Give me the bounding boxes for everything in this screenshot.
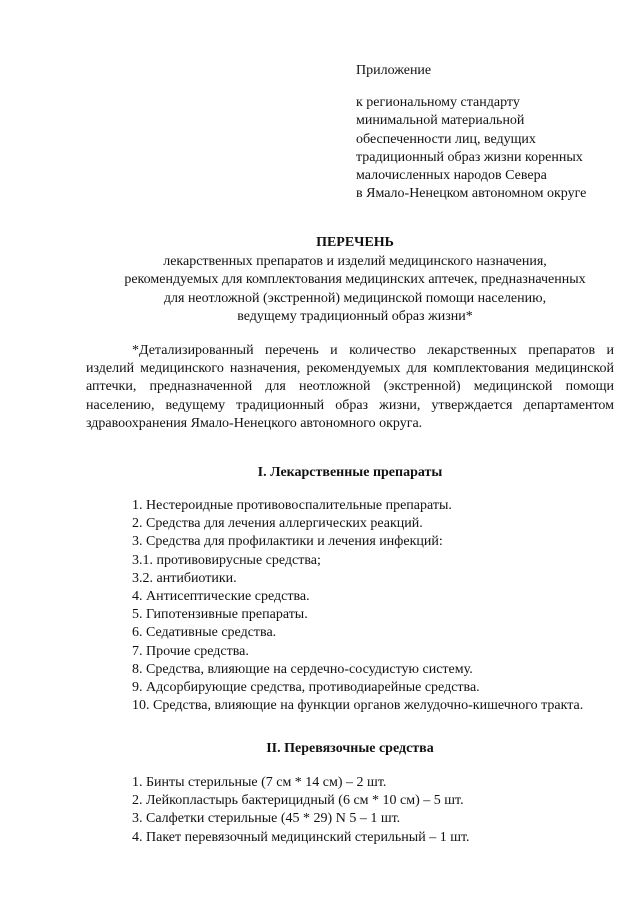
appendix-line: в Ямало-Ненецком автономном округе (356, 186, 587, 202)
heading-line: для неотложной (экстренной) медицинской помощи населению, (163, 290, 547, 306)
appendix-title: Приложение (356, 63, 432, 78)
list-item: 2. Средства для лечения аллергических реакций. (132, 516, 423, 532)
list-item: 8. Средства, влияющие на сердечно-сосудистую систему. (132, 661, 473, 677)
list-item: 3.2. антибиотики. (132, 570, 237, 586)
list-item: 4. Антисептические средства. (132, 588, 310, 604)
list-item: 1. Нестероидные противовоспалительные препараты. (132, 498, 452, 513)
appendix-line: минимальной материальной (356, 113, 525, 129)
appendix-line: обеспеченности лиц, ведущих (356, 131, 536, 147)
section-2-title: II. Перевязочные средства (266, 741, 434, 756)
list-item: 3. Салфетки стерильные (45 * 29) N 5 – 1 шт. (132, 811, 401, 827)
list-item: 2. Лейкопластырь бактерицидный (6 см * 10 см) – 5 шт. (132, 793, 464, 809)
section-1-title: I. Лекарственные препараты (257, 465, 443, 480)
list-item: 1. Бинты стерильные (7 см * 14 см) – 2 шт. (132, 775, 387, 790)
list-item: 5. Гипотензивные препараты. (132, 607, 308, 623)
heading-title: ПЕРЕЧЕНЬ (316, 235, 394, 250)
appendix-line: традиционный образ жизни коренных (356, 149, 583, 165)
heading-line: лекарственных препаратов и изделий медицинского назначения, (163, 254, 547, 270)
list-item: 10. Средства, влияющие на функции органов желудочно-кишечного тракта. (132, 698, 584, 714)
list-item: 9. Адсорбирующие средства, противодиарейные средства. (132, 679, 480, 695)
section-1-list (86, 497, 614, 715)
list-heading (80, 234, 630, 326)
appendix-line: малочисленных народов Севера (356, 167, 547, 183)
appendix-line: к региональному стандарту (356, 95, 520, 111)
list-item: 3.1. противовирусные средства; (132, 552, 321, 568)
heading-line: ведущему традиционный образ жизни* (237, 308, 473, 324)
list-item: 3. Средства для профилактики и лечения инфекций: (132, 534, 443, 550)
list-item: 4. Пакет перевязочный медицинский стерильный – 1 шт. (132, 829, 470, 845)
list-item: 7. Прочие средства. (132, 643, 249, 659)
section-2-list (86, 774, 614, 847)
footnote-paragraph: *Детализированный перечень и количество лекарственных препаратов и изделий медицинского назначения, рекомендуемых для комплектования медицинской аптечки, предназначенной для неотложной (экстренной) медицинской помощи населению, ведущему традиционный образ жизни, утверждается департаментом здравоохранения Ямало-Ненецкого автономного округа. (86, 343, 614, 431)
appendix-block (356, 62, 626, 203)
list-item: 6. Седативные средства. (132, 625, 277, 641)
heading-line: рекомендуемых для комплектования медицинских аптечек, предназначенных (124, 272, 586, 288)
